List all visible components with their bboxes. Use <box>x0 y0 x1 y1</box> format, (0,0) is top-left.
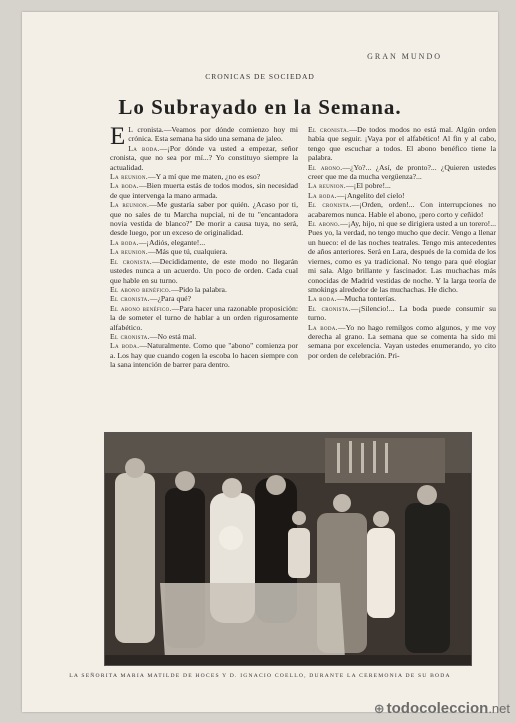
paragraph <box>110 238 298 247</box>
paragraph-text: —¡Ay, hijo, ni que se dirigiera usted a un torero!... Pues yo, la verdad, no tengo mucho que decir. Vengo a llenar un hueco: el de las noches teatrales. Tengo mis antecedentes de años anteriores. Será en Lara, después de la comida de los viernes, como es ya tradicional. No tengo para qué elogiar mi sala. Algo brillante y fascinador. Las muchachas más conocidas de Madrid vestidas de noche. Y la larga teoría de smokings alrededor de las muchachas. He dicho. <box>308 219 496 294</box>
speaker-label: El cronista. <box>308 200 352 210</box>
paragraph-text: —Yo no hago remilgos como algunos, y me voy derecha al grano. La semana que se comenta ha sido mi semana por excelencia. Vayan ustedes enumerando, yo cito por orden de celebración. Pri- <box>308 322 496 360</box>
paragraph-text: —¡Por dónde va usted a empezar, señor cronista, que no sea por mí...? Yo constituyo siempre la actualidad. <box>110 143 299 172</box>
speaker-label: La reunion. <box>308 181 346 191</box>
paragraph <box>110 332 298 341</box>
paragraph <box>110 285 298 294</box>
paragraph <box>110 257 298 285</box>
paragraph-text: L cronista.—Veamos por dónde comienzo hoy mi crónica. Esta semana ha sido una semana de jaleo. <box>128 125 298 144</box>
watermark-tld: .net <box>488 701 510 716</box>
magazine-header: GRAN MUNDO <box>367 52 442 61</box>
wedding-photo-drawing <box>105 433 471 665</box>
paragraph-text: —Me gustaría saber por quién. ¿Acaso por ti, que no sales de tu Marcha nupcial, ni de tu "encantadora novia vestida de blanco?" De morir a causa tuya, no será, desde luego, por un exceso de originalidad. <box>110 200 298 238</box>
paragraph-text: —¿Para qué? <box>149 294 191 304</box>
paragraph <box>110 200 298 238</box>
paragraph <box>110 294 298 303</box>
speaker-label: El cronista. <box>110 331 150 341</box>
paragraph-text: —Naturalmente. Como que "abono" comienza por a. Los hay que cuando cogen la escoba lo hacen siempre con la sana intención de barrer para dentro. <box>110 341 298 370</box>
paragraph <box>110 304 298 332</box>
article-title: Lo Subrayado en la Semana. <box>118 95 402 119</box>
paragraph-text: —¡Angelito del cielo! <box>336 190 405 200</box>
watermark-logo-icon: ⊕ <box>373 701 385 716</box>
speaker-label: El abono benéfico. <box>110 284 172 294</box>
wedding-photo <box>104 432 472 666</box>
speaker-label: La boda. <box>308 190 337 200</box>
paragraph-text: —Decididamente, de este modo no llegarán ustedes nunca a un acuerdo. Un poco de orden. Cada cual que hable en su turno. <box>110 256 298 285</box>
speaker-label: El cronista. <box>308 303 351 313</box>
paragraph-text: —Bien muerta estás de todos modos, sin necesidad de que intervenga la mano armada. <box>110 181 298 200</box>
paragraph-text: —No está mal. <box>149 331 197 341</box>
paragraph-text: —¡Silencio!... La boda puede consumir su turno. <box>308 303 497 323</box>
speaker-label: El abono. <box>308 219 341 229</box>
watermark-brand: todocoleccion <box>386 700 489 717</box>
paragraph <box>110 247 298 256</box>
paragraph-text: —De todos modos no está mal. Algún orden había que seguir. ¡Vaya por el alfabético! Al fin y al cabo, tengo que escuchar a todos. El abono benéfico tiene la palabra. <box>308 125 497 163</box>
speaker-label: La boda. <box>128 143 160 153</box>
speaker-label: El abono. <box>308 162 343 172</box>
paragraph <box>308 125 496 163</box>
speaker-label: El cronista. <box>110 294 150 304</box>
paragraph <box>110 181 298 200</box>
paragraph-text: —Pido la palabra. <box>171 284 227 294</box>
speaker-label: La boda. <box>308 294 337 304</box>
speaker-label: La boda. <box>110 341 140 351</box>
paragraph <box>110 144 298 172</box>
paragraph <box>110 172 298 181</box>
paragraph-text: —Más que tú, cualquiera. <box>147 247 228 257</box>
paragraph <box>308 191 496 200</box>
speaker-label: El cronista. <box>110 256 153 266</box>
speaker-label: La boda. <box>110 181 139 191</box>
speaker-label: El cronista. <box>308 125 350 134</box>
watermark <box>374 700 510 717</box>
drop-cap: E <box>110 123 126 150</box>
column-left <box>110 125 298 370</box>
speaker-label: La boda. <box>110 237 139 247</box>
speaker-label: La reunion. <box>110 172 148 182</box>
magazine-page <box>22 12 498 712</box>
column-right <box>308 125 496 360</box>
speaker-label: La reunion. <box>110 200 150 210</box>
paragraph-text: —Mucha tonterías. <box>336 294 397 304</box>
paragraph <box>308 200 496 219</box>
paragraph <box>308 294 496 303</box>
paragraph-text: —¡Adiós, elegante!... <box>138 237 206 247</box>
paragraph <box>308 219 496 294</box>
paragraph-text: —¿Yo?... ¿Así, de pronto?... ¿Quieren ustedes creer que me da mucha vergüenza?... <box>308 162 496 182</box>
paragraph <box>308 323 496 361</box>
paragraph-text: —¡El pobre!... <box>345 181 391 191</box>
speaker-label: El abono benéfico. <box>110 303 172 313</box>
speaker-label: La reunion. <box>110 247 148 257</box>
paragraph-text: —Para hacer una razonable proposición: la de someter el turno de hablar a un orden rigurosamente alfabético. <box>110 303 298 332</box>
section-title: CRONICAS DE SOCIEDAD <box>205 72 315 81</box>
speaker-label: La boda. <box>308 322 338 332</box>
paragraph <box>308 304 496 323</box>
photo-caption: LA SEÑORITA MARIA MATILDE DE HOCES Y D. IGNACIO COELLO, DURANTE LA CEREMONIA DE SU BODA <box>69 673 451 679</box>
paragraph <box>110 341 298 369</box>
paragraph <box>308 163 496 182</box>
paragraph-text: —¡Orden, orden!... Con interrupciones no acabaremos nunca. Hable el abono, ¡pero corto y ceñido! <box>308 200 496 219</box>
paragraph-text: —Y a mí que me maten, ¿no es eso? <box>147 172 261 182</box>
paragraph <box>308 181 496 190</box>
